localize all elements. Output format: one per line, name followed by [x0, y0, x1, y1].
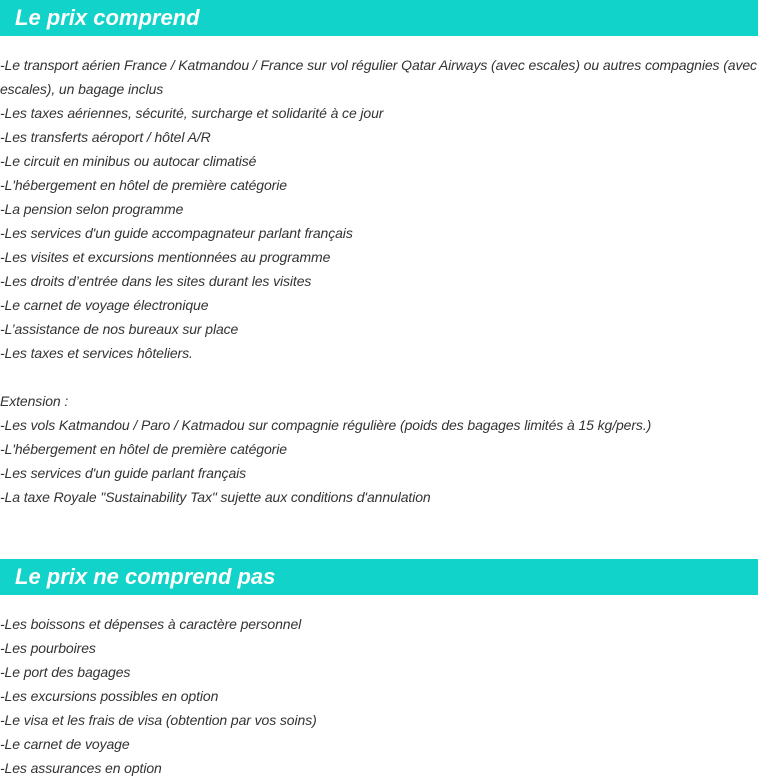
- list-item: -La taxe Royale "Sustainability Tax" sujette aux conditions d'annulation: [0, 489, 431, 505]
- list-item: -Le circuit en minibus ou autocar climatisé: [0, 153, 257, 169]
- list-item: -L’assistance de nos bureaux sur place: [0, 321, 239, 337]
- list-item: -Les services d'un guide accompagnateur parlant français: [0, 225, 353, 241]
- list-item: -Les droits d’entrée dans les sites durant les visites: [0, 273, 312, 289]
- list-item: -Les transferts aéroport / hôtel A/R: [0, 129, 211, 145]
- included-list: [0, 53, 758, 509]
- list-item: -Les taxes aériennes, sécurité, surcharge et solidarité à ce jour: [0, 105, 384, 121]
- list-item: -Les pourboires: [0, 640, 96, 656]
- list-item: -Le carnet de voyage électronique: [0, 297, 209, 313]
- list-item: -Le port des bagages: [0, 664, 131, 680]
- spacer: [0, 365, 758, 389]
- list-item: -La pension selon programme: [0, 201, 184, 217]
- extension-label: Extension :: [0, 393, 69, 409]
- list-item: -Le transport aérien France / Katmandou / France sur vol régulier Qatar Airways (avec escales) ou autres compagnies (avec escales), un bagage inclus: [0, 57, 757, 97]
- list-item: -Le visa et les frais de visa (obtention par vos soins): [0, 712, 317, 728]
- list-item: -Les taxes et services hôteliers.: [0, 345, 193, 361]
- list-item: -Les vols Katmandou / Paro / Katmadou sur compagnie régulière (poids des bagages limités à 15 kg/pers.): [0, 417, 652, 433]
- list-item: -Les assurances en option: [0, 760, 162, 776]
- list-item: -Les boissons et dépenses à caractère personnel: [0, 616, 302, 632]
- list-item: -L'hébergement en hôtel de première catégorie: [0, 177, 287, 193]
- excluded-list: [0, 612, 758, 780]
- list-item: -Les services d'un guide parlant français: [0, 465, 247, 481]
- included-section-header: Le prix comprend: [0, 0, 758, 36]
- excluded-section-header: Le prix ne comprend pas: [0, 559, 758, 595]
- list-item: -Les excursions possibles en option: [0, 688, 219, 704]
- list-item: -L'hébergement en hôtel de première catégorie: [0, 441, 287, 457]
- list-item: -Le carnet de voyage: [0, 736, 130, 752]
- list-item: -Les visites et excursions mentionnées au programme: [0, 249, 331, 265]
